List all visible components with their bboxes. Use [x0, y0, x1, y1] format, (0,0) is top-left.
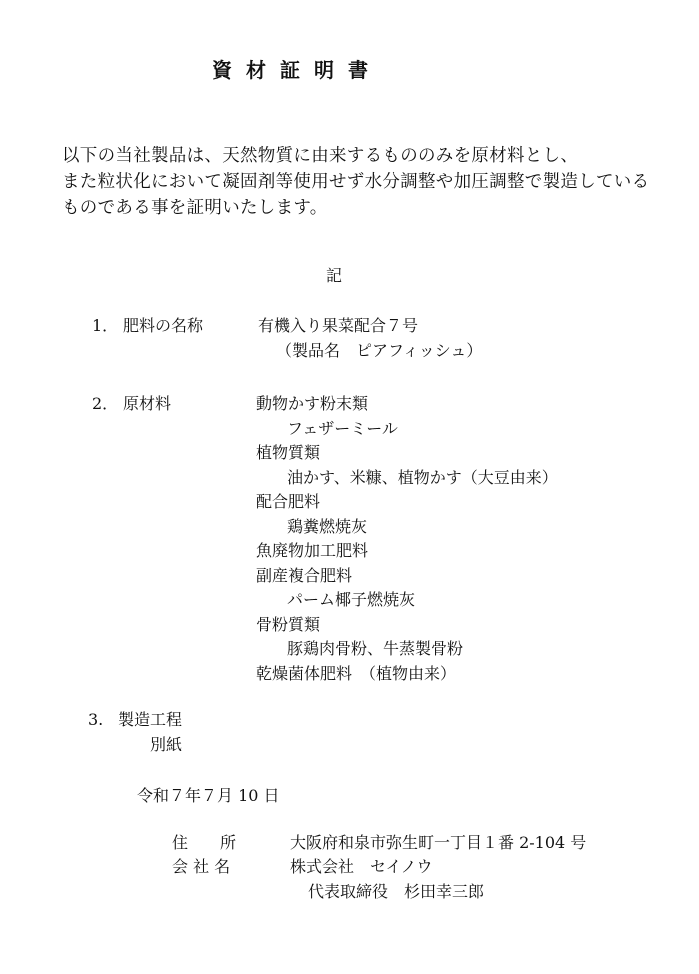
- item1-product-name: （製品名 ピアフィッシュ）: [276, 341, 483, 360]
- address-label: 住 所: [172, 833, 237, 852]
- company-value: 株式会社 セイノウ: [290, 857, 433, 876]
- item1-value: 有機入り果菜配合７号: [258, 316, 419, 335]
- document-title: 資材証明書: [212, 58, 382, 82]
- material-category: 魚廃物加工肥料: [256, 541, 369, 560]
- material-category: 副産複合肥料: [256, 565, 353, 585]
- material-item: 鶏糞燃焼灰: [287, 516, 368, 536]
- address-value: 大阪府和泉市弥生町一丁目１番 2-104 号: [290, 833, 587, 852]
- intro-line-3: ものである事を証明いたします。: [62, 198, 328, 218]
- material-item: フェザーミール: [287, 418, 398, 438]
- item3-value: 別紙: [150, 735, 183, 754]
- material-category: 乾燥菌体肥料 （植物由来）: [256, 663, 457, 683]
- company-label: 会 社 名: [172, 857, 231, 876]
- material-item: パーム椰子燃焼灰: [287, 590, 416, 609]
- material-category: 植物質類: [256, 443, 321, 462]
- material-category: 動物かす粉末類: [256, 394, 369, 413]
- material-category: 配合肥料: [256, 492, 321, 511]
- item2-number: 2．: [92, 394, 119, 413]
- item3-number: 3.: [88, 710, 104, 729]
- material-item: 油かす、米糠、植物かす（大豆由来）: [287, 467, 558, 487]
- material-category: 骨粉質類: [256, 614, 321, 634]
- item1-number: 1．: [92, 316, 119, 335]
- ki-heading: 記: [326, 266, 343, 285]
- material-item: 豚鶏肉骨粉、牛蒸製骨粉: [287, 639, 464, 658]
- item3-label: 製造工程: [118, 710, 183, 729]
- item1-label: 肥料の名称: [123, 316, 204, 335]
- intro-line-1: 以下の当社製品は、天然物質に由来するもののみを原材料とし、: [62, 146, 579, 166]
- representative: 代表取締役 杉田幸三郎: [308, 882, 485, 901]
- item2-label: 原材料: [123, 394, 172, 413]
- issue-date: 令和７年７月 10 日: [137, 786, 280, 805]
- intro-line-2: また粒状化において凝固剤等使用せず水分調整や加圧調整で製造している: [62, 172, 650, 192]
